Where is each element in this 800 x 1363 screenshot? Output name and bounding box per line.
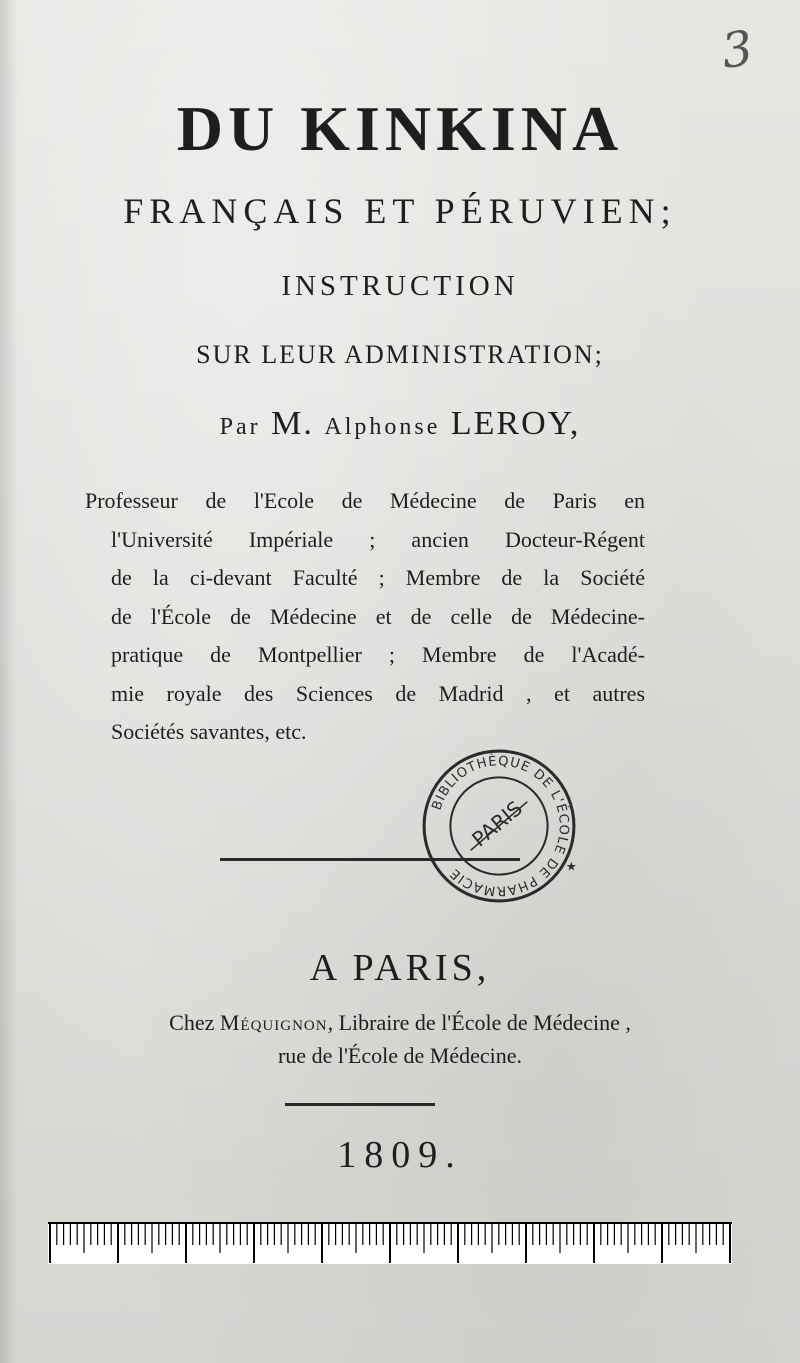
publisher-prefix: Chez (169, 1010, 215, 1035)
author-line (0, 405, 800, 443)
credentials-line: pratique de Montpellier ; Membre de l'Acadé- (111, 642, 645, 667)
credentials-line: de la ci-devant Faculté ; Membre de la Société (111, 565, 645, 590)
credentials-line: Sociétés savantes, etc. (111, 719, 307, 744)
credentials-line: l'Université Impériale ; ancien Docteur-Régent (111, 526, 645, 552)
divider-rule-short (285, 1103, 435, 1106)
subtitle-line-1: FRANÇAIS ET PÉRUVIEN; (123, 191, 677, 231)
folio-number: 3 (718, 20, 757, 80)
imprint-publisher (0, 1010, 800, 1036)
stamp-ring-text: BIBLIOTHÈQUE DE L'ÉCOLE DE PHARMACIE (429, 754, 571, 898)
publisher-name: Méquignon (219, 1010, 328, 1035)
publisher-suffix: , Libraire de l'École de Médecine , (327, 1010, 631, 1035)
measurement-scale (48, 1222, 732, 1264)
svg-text:★: ★ (565, 859, 577, 874)
imprint-address: rue de l'École de Médecine. (277, 1043, 522, 1068)
book-title: DU KINKINA (176, 93, 624, 164)
imprint-place: A PARIS, (309, 947, 491, 989)
credentials-line: mie royale des Sciences de Madrid , et autres (111, 680, 645, 706)
credentials-line: de l'École de Médecine et de celle de Médecine- (111, 603, 645, 629)
author-monsieur: M. (271, 405, 314, 442)
credentials-line: Professeur de l'Ecole de Médecine de Paris en (85, 488, 645, 513)
author-last-name: LEROY, (450, 405, 581, 442)
author-first-name: Alphonse (324, 414, 441, 440)
subtitle-line-3: SUR LEUR ADMINISTRATION; (196, 340, 604, 369)
author-par: Par (219, 414, 261, 440)
stamp-center-text: PARIS (467, 796, 527, 852)
library-stamp (418, 745, 580, 907)
author-credentials (85, 482, 645, 752)
imprint-year: 1809. (337, 1134, 463, 1176)
subtitle-line-2: INSTRUCTION (281, 270, 519, 302)
